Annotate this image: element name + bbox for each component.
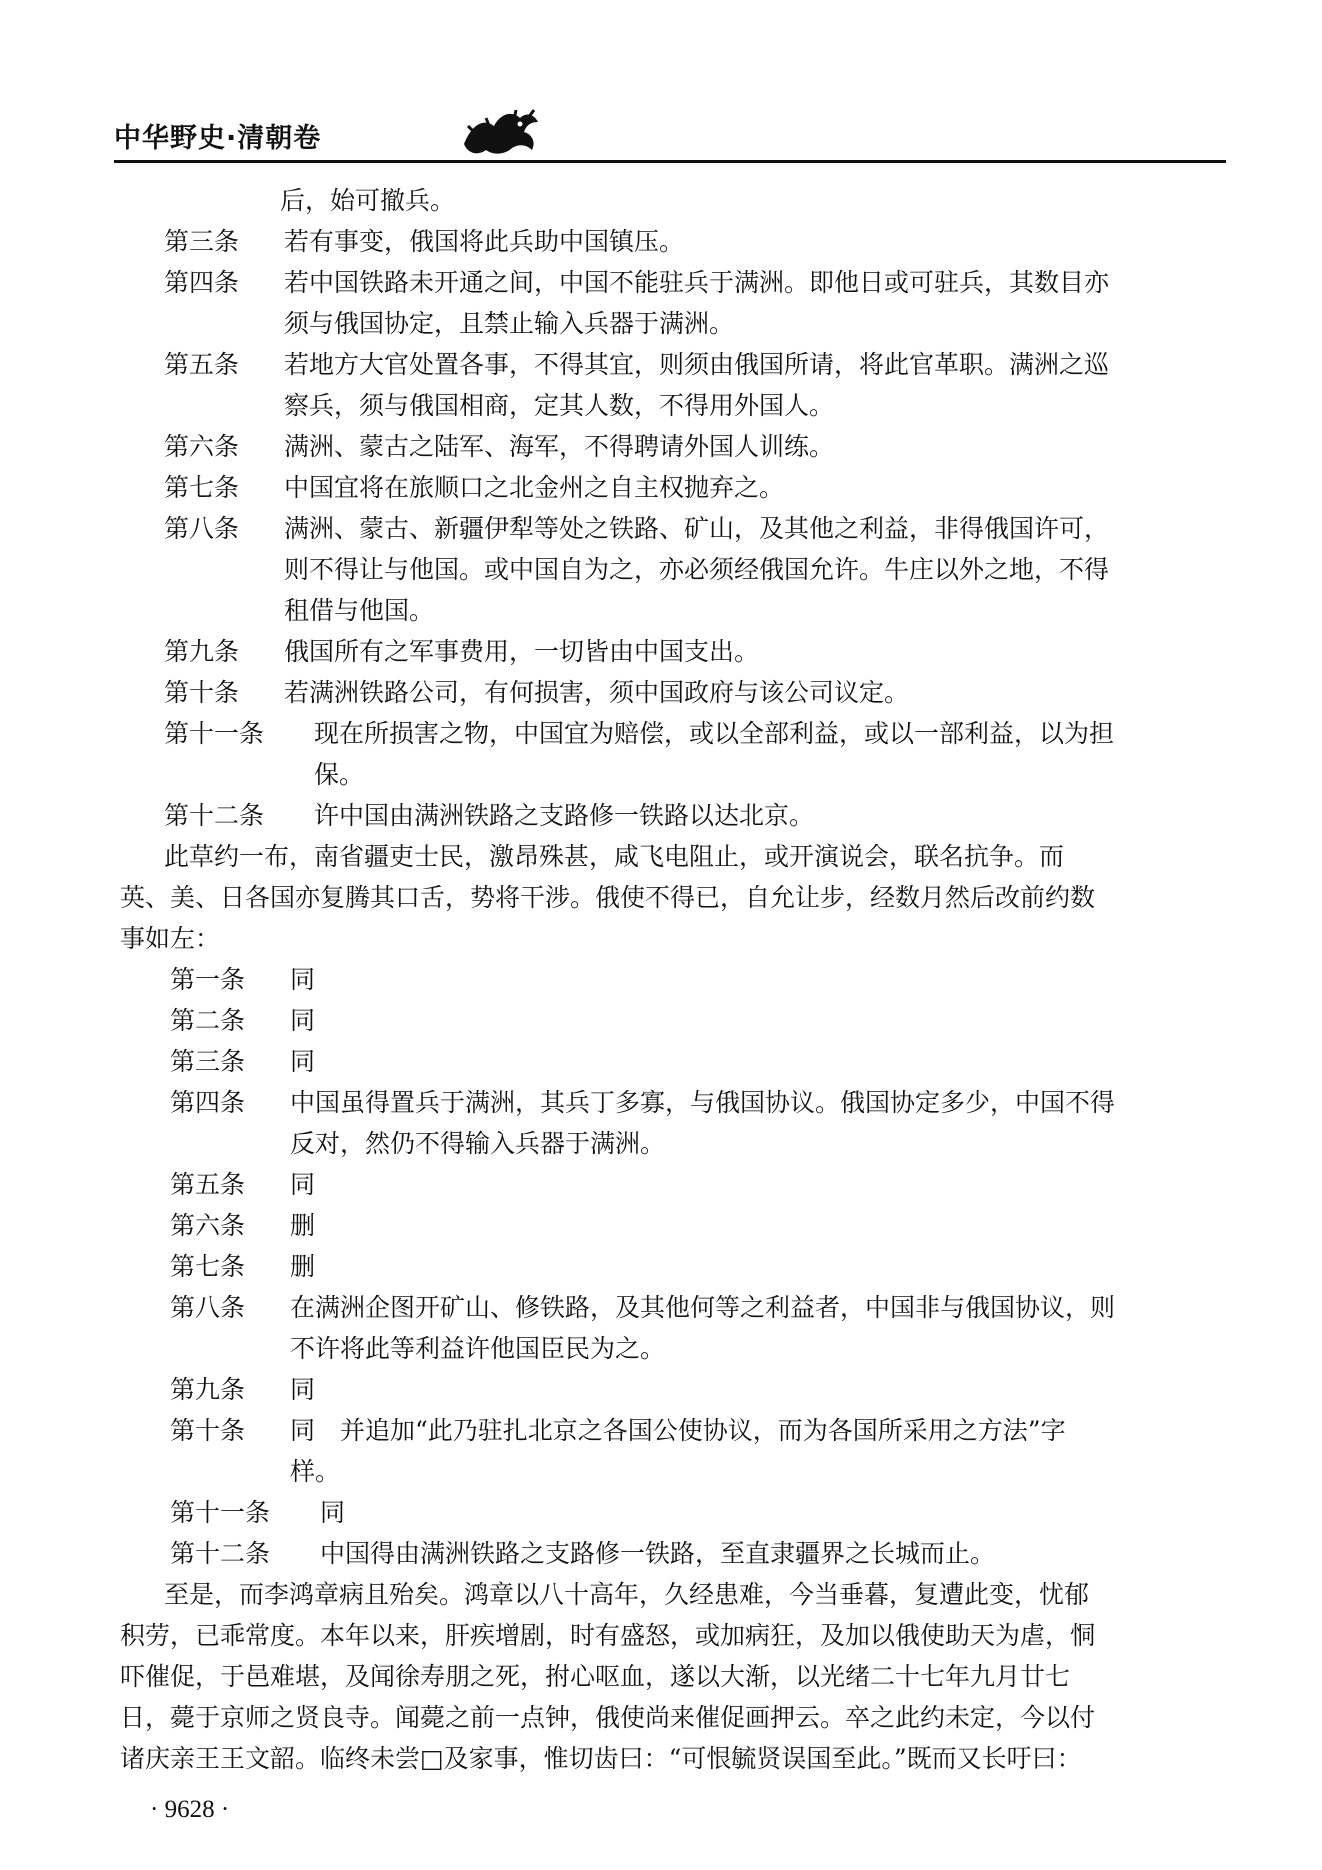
article-line	[120, 221, 1220, 262]
line-text: 满洲、蒙古之陆军、海军，不得聘请外国人训练。	[284, 432, 835, 461]
article-label: 第十二条	[170, 1539, 271, 1568]
text-line	[120, 1656, 1220, 1697]
article-line	[120, 262, 1220, 303]
text-line	[120, 180, 1220, 221]
line-text: 同	[320, 1498, 346, 1527]
article-line	[120, 1246, 1220, 1287]
line-text: 租借与他国。	[284, 596, 435, 625]
article-label: 第五条	[164, 350, 240, 379]
article-label: 第八条	[164, 514, 240, 543]
text-line	[120, 877, 1220, 918]
line-text: 若有事变，俄国将此兵助中国镇压。	[284, 227, 685, 256]
article-label: 第五条	[170, 1170, 246, 1199]
line-text: 保。	[314, 760, 365, 789]
line-text: 事如左：	[120, 924, 221, 953]
line-text: 同	[290, 1375, 316, 1404]
article-line	[120, 1000, 1220, 1041]
line-text: 俄国所有之军事费用，一切皆由中国支出。	[284, 637, 760, 666]
article-label: 第六条	[164, 432, 240, 461]
article-label: 第四条	[164, 268, 240, 297]
line-text: 中国虽得置兵于满洲，其兵丁多寡，与俄国协议。俄国协定多少，中国不得	[290, 1088, 1116, 1117]
text-line	[120, 1574, 1220, 1615]
line-text: 样。	[290, 1457, 341, 1486]
line-text: 同	[290, 1006, 316, 1035]
line-text: 若中国铁路未开通之间，中国不能驻兵于满洲。即他日或可驻兵，其数目亦	[284, 268, 1110, 297]
text-line	[120, 1697, 1220, 1738]
line-text: 同	[290, 1047, 316, 1076]
article-label: 第一条	[170, 965, 246, 994]
article-line	[120, 508, 1220, 549]
running-header	[114, 112, 1224, 156]
article-label: 第七条	[164, 473, 240, 502]
article-line	[120, 1164, 1220, 1205]
text-line	[120, 303, 1220, 344]
text-line	[120, 1738, 1220, 1779]
article-label: 第十一条	[170, 1498, 271, 1527]
article-label: 第三条	[164, 227, 240, 256]
article-line	[120, 1041, 1220, 1082]
article-line	[120, 1287, 1220, 1328]
line-text: 若地方大官处置各事，不得其宜，则须由俄国所请，将此官革职。满洲之巡	[284, 350, 1110, 379]
article-label: 第十条	[170, 1416, 246, 1445]
line-text: 满洲、蒙古、新疆伊犁等处之铁路、矿山，及其他之利益，非得俄国许可，	[284, 514, 1110, 543]
article-label: 第十二条	[164, 801, 265, 830]
text-line	[120, 1123, 1220, 1164]
line-text: 同 并追加“此乃驻扎北京之各国公使协议，而为各国所采用之方法”字	[290, 1416, 1066, 1445]
text-line	[120, 836, 1220, 877]
text-line	[120, 590, 1220, 631]
book-title: 中华野史·清朝卷	[114, 123, 322, 154]
article-line	[120, 1410, 1220, 1451]
dragon-emblem-icon	[454, 104, 544, 160]
article-line	[120, 1369, 1220, 1410]
article-line	[120, 713, 1220, 754]
text-line	[120, 549, 1220, 590]
line-text: 察兵，须与俄国相商，定其人数，不得用外国人。	[284, 391, 835, 420]
line-text: 日，薨于京师之贤良寺。闻薨之前一点钟，俄使尚来催促画押云。卒之此约未定，今以付	[120, 1703, 1096, 1732]
article-line	[120, 1533, 1220, 1574]
line-text: 后，始可撤兵。	[280, 186, 456, 215]
article-line	[120, 672, 1220, 713]
line-text: 现在所损害之物，中国宜为赔偿，或以全部利益，或以一部利益，以为担	[314, 719, 1115, 748]
article-label: 第四条	[170, 1088, 246, 1117]
line-text: 同	[290, 965, 316, 994]
article-label: 第七条	[170, 1252, 246, 1281]
article-label: 第二条	[170, 1006, 246, 1035]
line-text: 英、美、日各国亦复腾其口舌，势将干涉。俄使不得已，自允让步，经数月然后改前约数	[120, 883, 1096, 912]
text-line	[120, 918, 1220, 959]
article-line	[120, 1492, 1220, 1533]
document-body	[120, 180, 1220, 1779]
line-text: 同	[290, 1170, 316, 1199]
article-line	[120, 467, 1220, 508]
article-line	[120, 426, 1220, 467]
text-line	[120, 1615, 1220, 1656]
line-text: 删	[290, 1252, 316, 1281]
line-text: 须与俄国协定，且禁止输入兵器于满洲。	[284, 309, 735, 338]
article-line	[120, 1082, 1220, 1123]
line-text: 中国宜将在旅顺口之北金州之自主权抛弃之。	[284, 473, 785, 502]
line-text: 若满洲铁路公司，有何损害，须中国政府与该公司议定。	[284, 678, 910, 707]
article-label: 第六条	[170, 1211, 246, 1240]
article-line	[120, 1205, 1220, 1246]
page-number: · 9628 ·	[150, 1796, 230, 1823]
line-text: 不许将此等利益许他国臣民为之。	[290, 1334, 666, 1363]
line-text: 删	[290, 1211, 316, 1240]
line-text: 诸庆亲王王文韶。临终未尝□及家事，惟切齿曰：“可恨毓贤误国至此。”既而又长吁曰：	[120, 1744, 1082, 1773]
line-text: 吓催促，于邑难堪，及闻徐寿朋之死，拊心呕血，遂以大渐，以光绪二十七年九月廿七	[120, 1662, 1071, 1691]
line-text: 积劳，已乖常度。本年以来，肝疾增剧，时有盛怒，或加病狂，及加以俄使助天为虐，恫	[120, 1621, 1096, 1650]
line-text: 此草约一布，南省疆吏士民，激昂殊甚，咸飞电阻止，或开演说会，联名抗争。而	[164, 842, 1065, 871]
article-label: 第三条	[170, 1047, 246, 1076]
line-text: 反对，然仍不得输入兵器于满洲。	[290, 1129, 666, 1158]
text-line	[120, 1451, 1220, 1492]
text-line	[120, 385, 1220, 426]
line-text: 则不得让与他国。或中国自为之，亦必须经俄国允许。牛庄以外之地，不得	[284, 555, 1110, 584]
article-line	[120, 959, 1220, 1000]
header-divider	[114, 160, 1226, 163]
line-text: 许中国由满洲铁路之支路修一铁路以达北京。	[314, 801, 815, 830]
line-text: 至是，而李鸿章病且殆矣。鸿章以八十高年，久经患难，今当垂暮，复遭此变，忧郁	[164, 1580, 1090, 1609]
article-line	[120, 631, 1220, 672]
line-text: 在满洲企图开矿山、修铁路，及其他何等之利益者，中国非与俄国协议，则	[290, 1293, 1116, 1322]
article-label: 第十一条	[164, 719, 265, 748]
article-label: 第八条	[170, 1293, 246, 1322]
article-line	[120, 795, 1220, 836]
text-line	[120, 1328, 1220, 1369]
article-label: 第十条	[164, 678, 240, 707]
article-label: 第九条	[170, 1375, 246, 1404]
line-text: 中国得由满洲铁路之支路修一铁路，至直隶疆界之长城而止。	[320, 1539, 996, 1568]
article-line	[120, 344, 1220, 385]
text-line	[120, 754, 1220, 795]
article-label: 第九条	[164, 637, 240, 666]
